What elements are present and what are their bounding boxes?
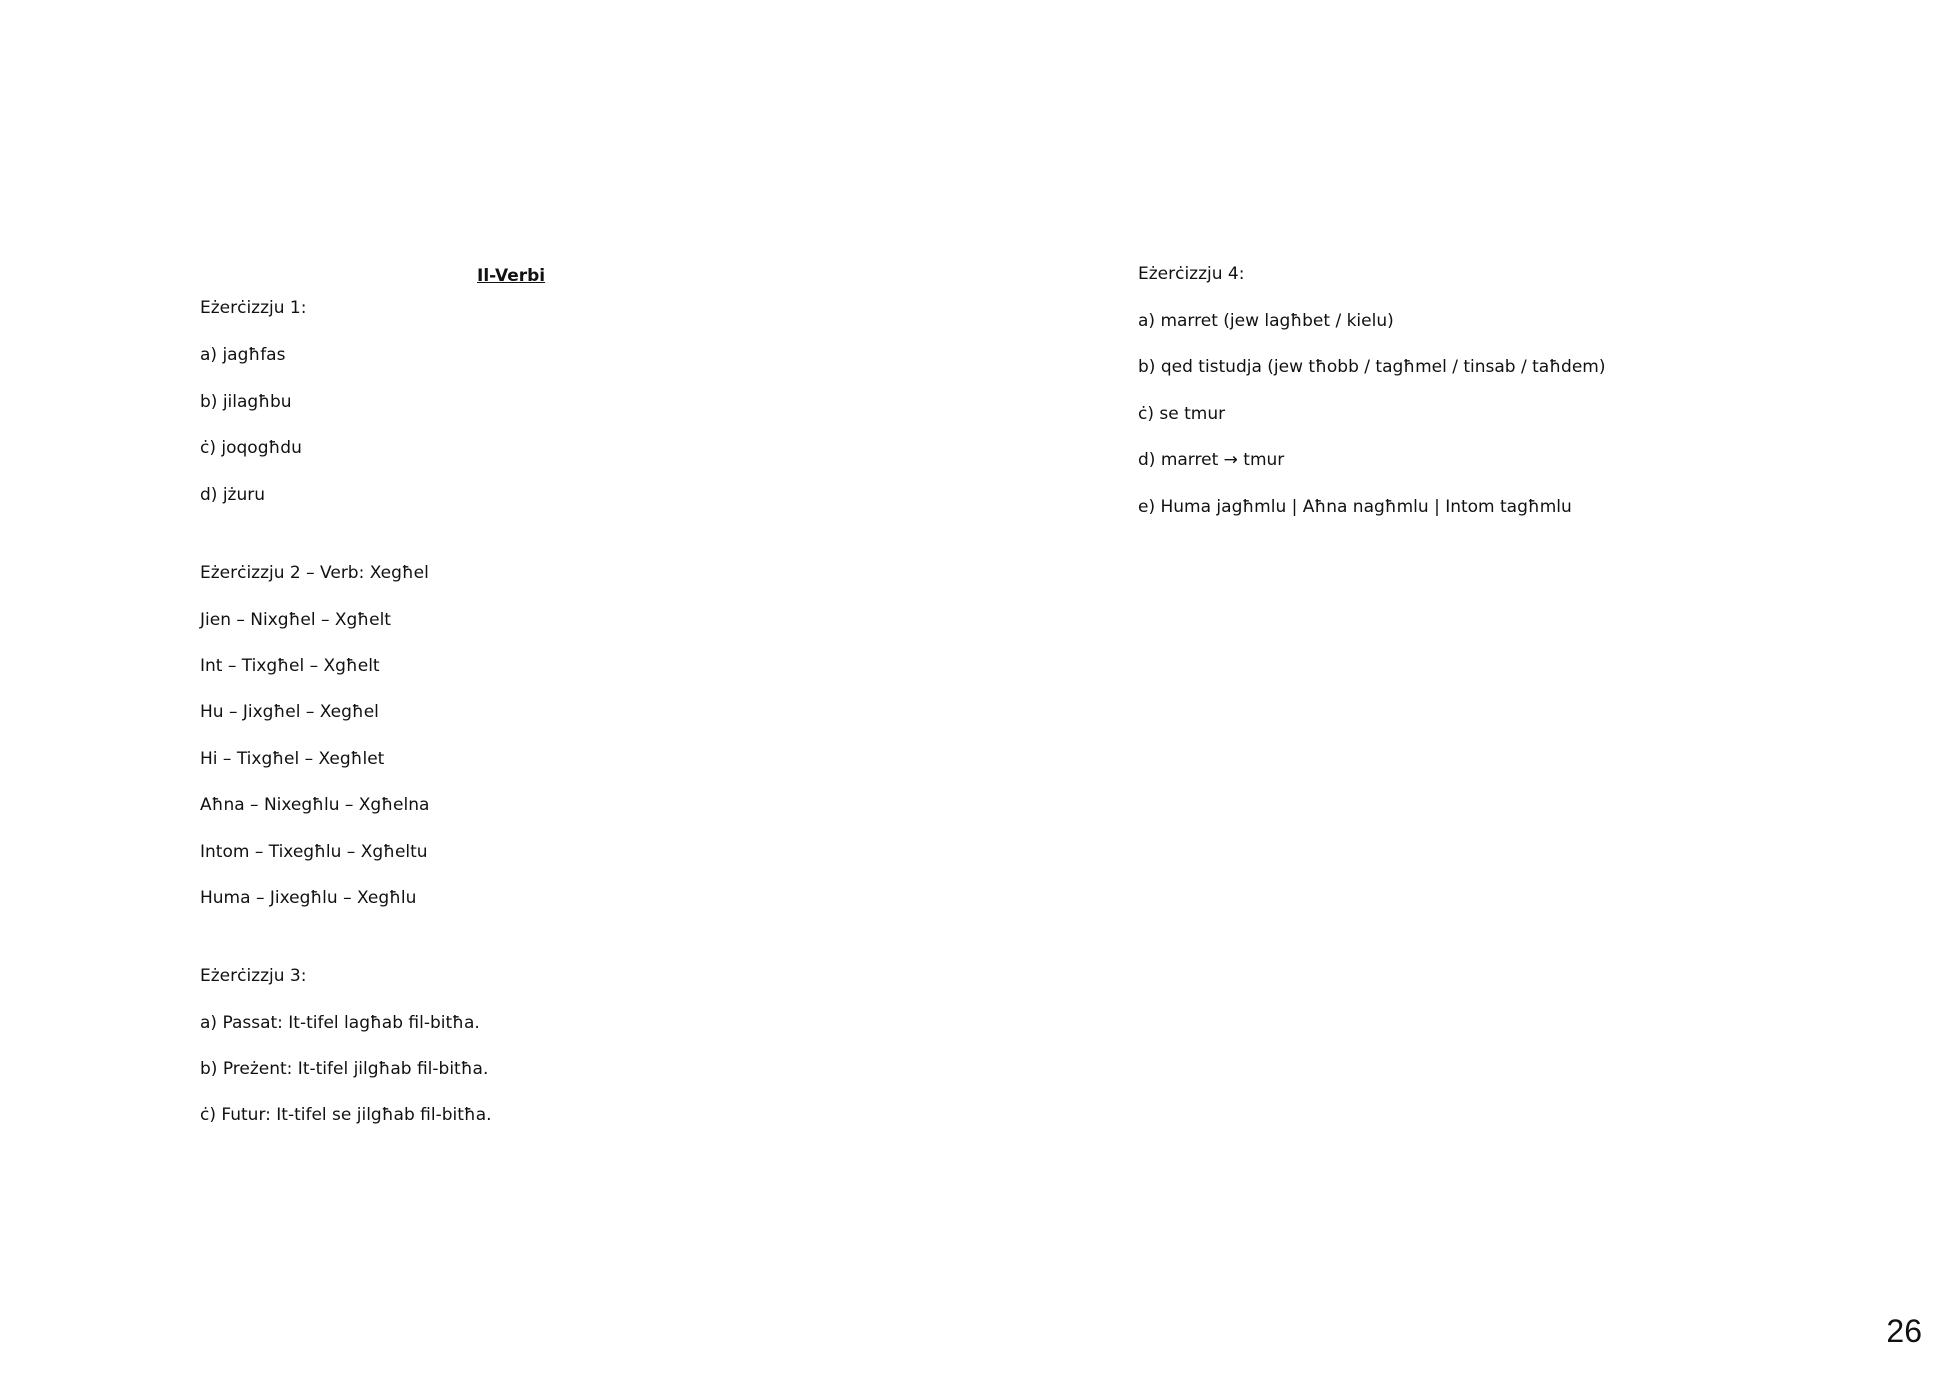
exercise-3-heading: Eżerċizzju 3: xyxy=(200,966,307,986)
exercise-2-heading: Eżerċizzju 2 – Verb: Xegħel xyxy=(200,563,429,583)
exercise-4-item: b) qed tistudja (jew tħobb / tagħmel / tinsab / taħdem) xyxy=(1138,357,1606,377)
exercise-2-item: Hu – Jixgħel – Xegħel xyxy=(200,702,379,722)
exercise-4-item: d) marret → tmur xyxy=(1138,450,1285,470)
exercise-4-heading: Eżerċizzju 4: xyxy=(1138,264,1245,284)
exercise-2-item: Huma – Jixegħlu – Xegħlu xyxy=(200,888,417,908)
exercise-1-heading: Eżerċizzju 1: xyxy=(200,298,307,318)
page-number: 26 xyxy=(1886,1313,1922,1349)
exercise-2-item: Intom – Tixegħlu – Xgħeltu xyxy=(200,842,428,862)
exercise-2-item: Aħna – Nixegħlu – Xgħelna xyxy=(200,795,430,815)
exercise-4-item: a) marret (jew lagħbet / kielu) xyxy=(1138,311,1394,331)
exercise-1-item: d) jżuru xyxy=(200,485,266,505)
page-title: Il-Verbi xyxy=(477,266,546,286)
exercise-1-item: b) jilagħbu xyxy=(200,392,292,412)
exercise-1-item: a) jagħfas xyxy=(200,345,286,365)
exercise-3-item: ċ) Futur: It-tifel se jilgħab fil-bitħa. xyxy=(200,1105,492,1125)
exercise-1-item: ċ) joqogħdu xyxy=(200,438,302,458)
exercise-2-item: Hi – Tixgħel – Xegħlet xyxy=(200,749,385,769)
exercise-4-item: e) Huma jagħmlu | Aħna nagħmlu | Intom tagħmlu xyxy=(1138,497,1572,517)
exercise-4-item: ċ) se tmur xyxy=(1138,404,1226,424)
exercise-3-item: b) Preżent: It-tifel jilgħab fil-bitħa. xyxy=(200,1059,489,1079)
exercise-3-item: a) Passat: It-tifel lagħab fil-bitħa. xyxy=(200,1013,480,1033)
exercise-2-item: Jien – Nixgħel – Xgħelt xyxy=(200,610,391,630)
exercise-2-item: Int – Tixgħel – Xgħelt xyxy=(200,656,380,676)
